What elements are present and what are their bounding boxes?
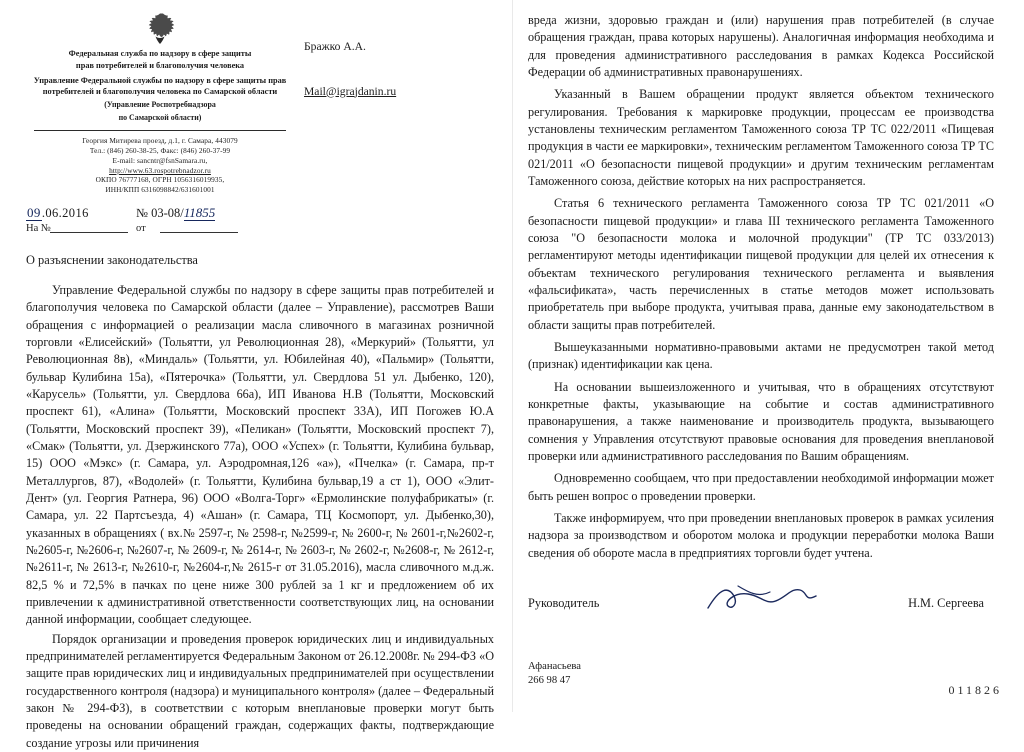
reference-number-prefix: 03-08/ — [151, 206, 184, 221]
reference-number — [136, 205, 215, 221]
executor-block — [528, 660, 581, 688]
letterhead-org-block — [26, 12, 294, 195]
right-paragraph-6: Одновременно сообщаем, что при предоставлении необходимой информации может быть решен вопрос о проведении проверки. — [528, 471, 994, 503]
reference-date — [26, 205, 89, 221]
right-paragraph-3: Статья 6 технического регламента Таможенного союза ТР ТС 021/2011 «О безопасности пищевой продукции» и глава III технического регламента Таможенного союза "О безопасности молока и молочной продукции" (ТР ТС 033/2013) регламентируют методы идентификации пищевой продукции для целей их отнесения к объектам технического регулирования технического регламента и выявления «фальсификата», часть перечисленных в статье методов может использовать приобретатель при выборе продукта, учитывая права, данные ему законодательством в области защиты прав потребителей. — [528, 196, 994, 332]
address-line-5: ОКПО 76777168, ОГРН 1056316019935, — [95, 175, 225, 185]
signature-block — [528, 596, 994, 642]
russian-coat-of-arms-icon — [145, 12, 175, 46]
executor-name: Афанасьева — [528, 661, 581, 673]
address-line-3: E-mail: sancntr@fsnSamara.ru, — [112, 155, 208, 165]
reference-on-label: На № — [26, 223, 51, 235]
left-paragraph-2: Порядок организации и проведения проверок юридических лиц и индивидуальных предпринимателей регламентируется Федеральным Законом от 26.12.2008г. № 294-ФЗ «О защите прав юридических лиц и индивидуальных предпринимателей при осуществлении государственного контроля (надзора) и муниципального контроля» (далее – Федеральный закон № 294-ФЗ), в соответствии с которым внеплановые проверки могут быть проведены на основании обращений граждан, содержащих факты, подтверждающие создание угрозы или причинения — [26, 631, 494, 750]
left-paragraph-1: Управление Федеральной службы по надзору в сфере защиты прав потребителей и благополучия человека по Самарской области (далее – Управление), рассмотрев Ваши обращения с информацией о реализации масла сливочного в магазинах розничной торговли «Елисейский» (Тольятти, ул Революционная 28), «Меркурий» (Тольятти, ул Революционная 8в), «Миндаль» (Тольятти, ул. Юбилейная 40), «Пальмир» (Тольятти, бульвар Кулибина 15а), «Пятерочка» (Тольятти, ул. Свердлова 51 ул. Дыбенко, 120), «Карусель» (Тольятти, ул. Свердлова 66а), ИП Иванова Н.В (Тольятти, Московский проспект 61), «Алина» (Тольятти, Московский проспект 33А), ИП Погожев Ю.А (Тольятти, Московский проспект 39), «Пеликан» (Тольятти, Московский проспект 7), «Смак» (Тольятти, ул. Дзержинского 77а), ООО «Успех» (г. Тольятти, Кулибина бульвар, 15) ООО «Мэкс» (г. Самара, ул. Аэродромная,126 «а»), «Пчелка» (г. Самара, пр-т Металлургов, 87), «Водолей» (г. Тольятти, Кулибина бульвар,19 а ст 1), ООО «Элит-Дент» (ул. Георгия Ратнера, 96) ООО «Волга-Торг» «Ермолинские полуфабрикаты» (г. Самара, ул. 22 Партсъезда, 4) «Ашан» (г. Самара, ТЦ Космопорт, ул. Дыбенко,30), указанных в обращениях ( вх.№ 2597-г, № 2598-г, №2599-г, № 2600-г, № 2601-г,№2602-г, №2605-г, №2606-г, №2607-г, № 2609-г, № 2614-г, № 2603-г, № 2602-г, №2608-г, № 2612-г, №2611-г, № 2613-г, №2610-г, №2604-г,№ 2615-г от 31.05.2016), масла сливочного м.д.ж. 82,5 % и 72,5% в пачках по цене ниже 300 рублей за 1 кг и предложением об их привлечении к административной ответственности соответствующих лиц, на основании данной информации, сообщает следующее. — [26, 283, 494, 627]
right-paragraph-4: Вышеуказанными нормативно-правовыми актами не предусмотрен такой метод (признак) идентификации как цена. — [528, 339, 994, 372]
reference-line — [26, 205, 494, 239]
reference-blank-line-2 — [160, 232, 238, 233]
signer-role: Руководитель — [528, 595, 600, 610]
reference-from-label: от — [136, 223, 146, 235]
right-paragraph-1: вреда жизни, здоровью граждан и (или) нарушения прав потребителей (в случае обращения граждан, права которых нарушены). Аналогичная информация необходима и для проведения административного расследования в рамках Кодекса Российской Федерации об административных правонарушениях. — [528, 13, 994, 79]
right-paragraph-7: Также информируем, что при проведении внеплановых проверок в рамках усиления надзора за производством и оборотом молока и продукции переработки молока Ваши сведения об обороте масла в предприятиях торговли будет учтена. — [528, 510, 994, 560]
document-subject: О разъяснении законодательства — [26, 253, 198, 268]
right-paragraph-5: На основании вышеизложенного и учитывая, что в обращениях отсутствуют конкретные факты, указывающие на событие и состав административного правонарушения, а также наименование и производитель продукта, вызывающего сомнения у Управления отсутствуют правовые основания для проведения внеплановой проверки или административного расследования по Вашим обращениям. — [528, 379, 994, 463]
addressee-block — [304, 12, 396, 101]
letterhead — [26, 12, 494, 195]
signer-name: Н.М. Сергеева — [908, 595, 984, 610]
executor-phone: 266 98 47 — [528, 675, 571, 687]
letterhead-line-1: Федеральная служба по надзору в сфере защиты — [68, 49, 252, 58]
address-line-6: ИНН/КПП 6316098842/631601001 — [105, 185, 215, 195]
letterhead-rule — [34, 130, 286, 131]
reference-number-handwritten: 11855 — [183, 205, 216, 221]
reference-date-handwritten: 09 — [27, 205, 41, 221]
right-page — [512, 0, 1024, 712]
addressee-name: Бражко А.А. — [304, 40, 366, 53]
letterhead-department: Управление Федеральной службы по надзору в сфере защиты прав потребителей и благополучия человека по Самарской области — [33, 75, 287, 96]
address-line-2: Тел.: (846) 260-38-25, Факс: (846) 260-37-99 — [89, 145, 231, 155]
reference-blank-line-1 — [50, 232, 128, 233]
handwritten-signature-icon — [704, 582, 824, 616]
letterhead-address — [26, 136, 294, 195]
left-page — [0, 0, 512, 750]
reference-date-rest: .06.2016 — [41, 206, 89, 221]
letterhead-short-name-2: по Самарской области) — [118, 113, 202, 123]
reference-number-label: № — [136, 206, 148, 221]
addressee-email: Mail@igrajdanin.ru — [304, 84, 397, 98]
address-line-1: Георгия Митирева проезд, д.1, г. Самара, 443079 — [82, 136, 238, 146]
letterhead-short-name-1: (Управление Роспотребнадзора — [104, 100, 216, 110]
letterhead-line-2: прав потребителей и благополучия человека — [75, 61, 245, 71]
right-paragraph-2: Указанный в Вашем обращении продукт является объектом технического регулирования. Требования к маркировке продукции, процессам ее производства установлены техническим регламентом Таможенного союза ТР ТС 022/2011 «Пищевая продукция в части ее маркировки», техническим регламентом Таможенного союза ТР ТС 021/2011 «О безопасности пищевой продукции» и другим техническим регламентам Таможенного союза, действие которых на них распространяется. — [528, 87, 994, 188]
stamp-number: 011826 — [948, 683, 1002, 697]
address-line-4: http://www.63.rospotrebnadzor.ru — [109, 165, 211, 175]
